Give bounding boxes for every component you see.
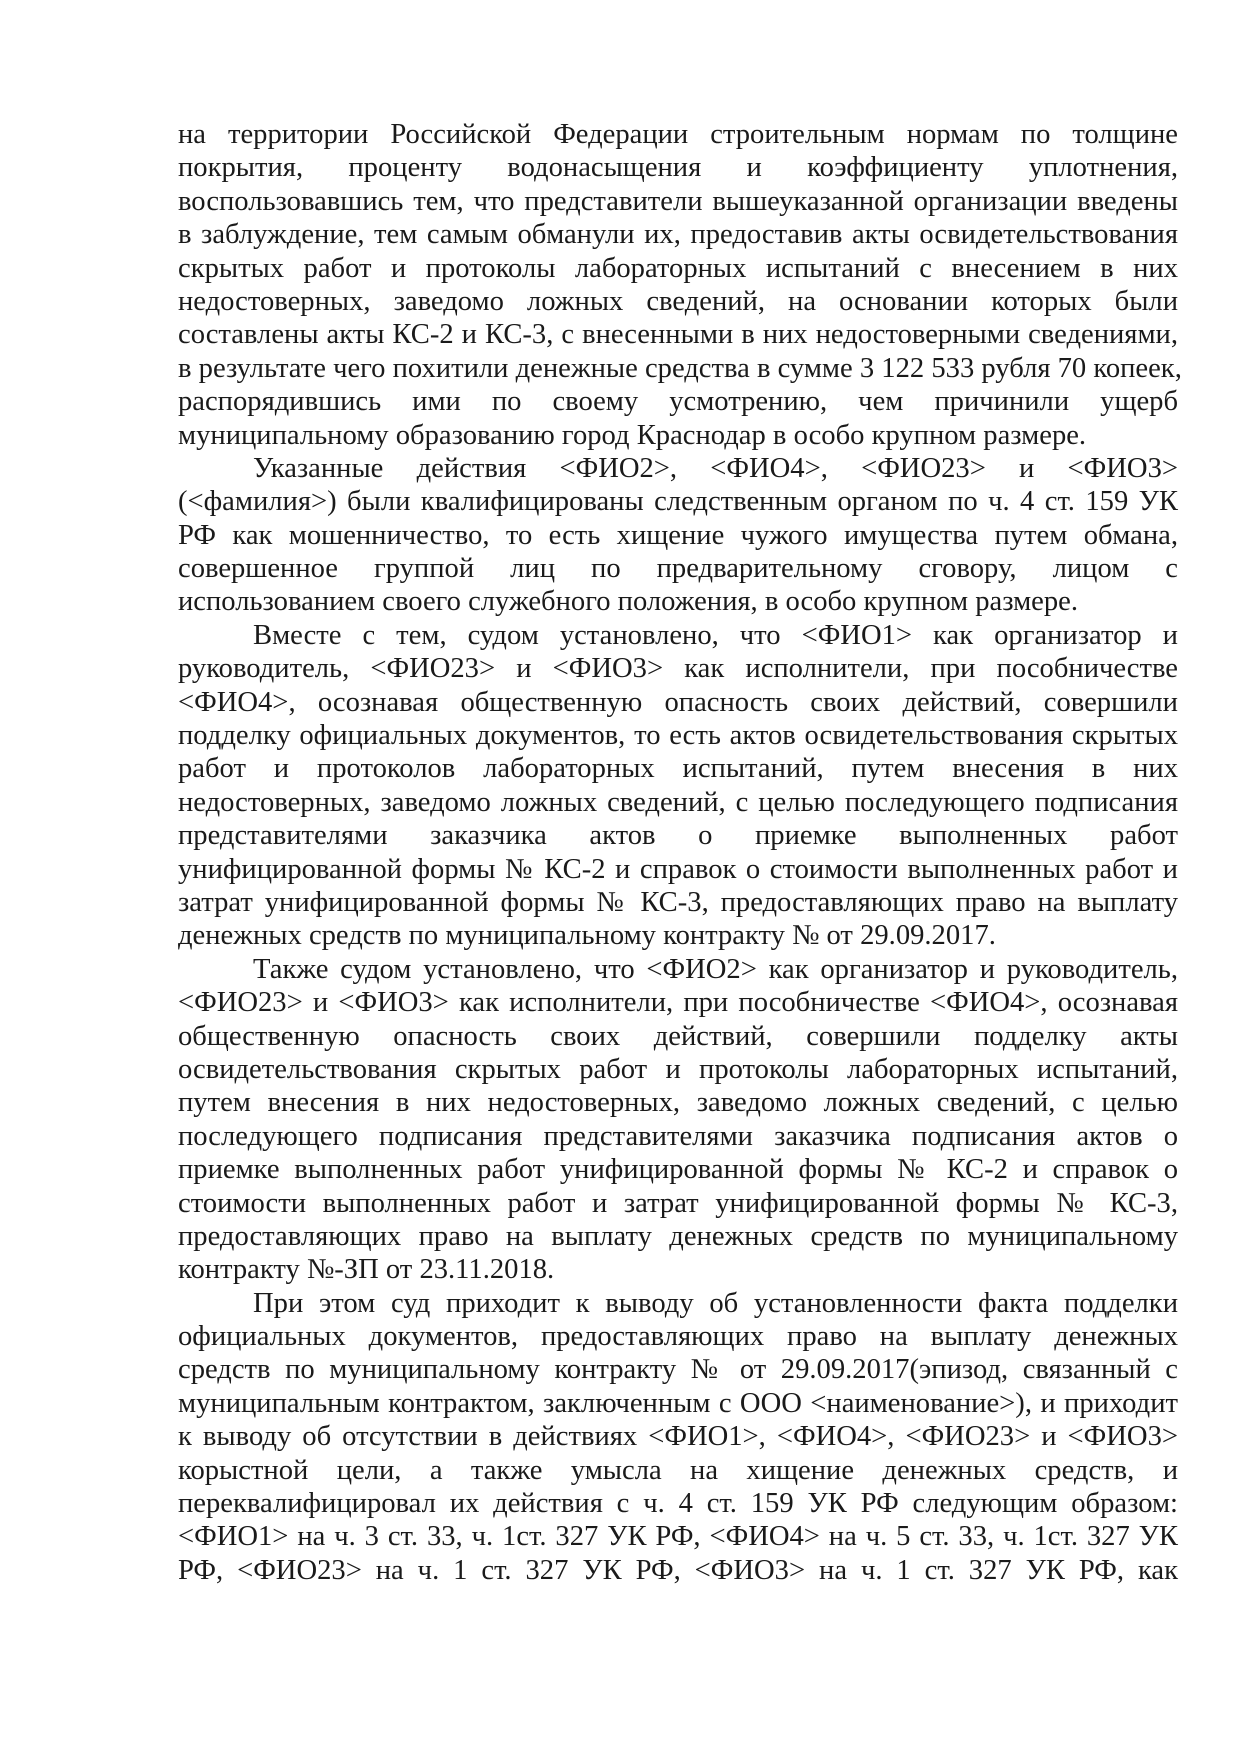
text-line: переквалифицировал их действия с ч. 4 ст. 159 УК РФ следующим образом: bbox=[178, 1488, 1178, 1520]
text-line: корыстной цели, а также умысла на хищение денежных средств, и bbox=[178, 1454, 1178, 1486]
text-line: РФ, <ФИО23> на ч. 1 ст. 327 УК РФ, <ФИО3> на ч. 1 ст. 327 УК РФ, как bbox=[178, 1554, 1178, 1586]
text-line: РФ как мошенничество, то есть хищение чужого имущества путем обмана, bbox=[178, 519, 1178, 551]
text-line: муниципальному образованию город Краснодар в особо крупном размере. bbox=[178, 419, 1087, 451]
text-line: (<фамилия>) были квалифицированы следственным органом по ч. 4 ст. 159 УК bbox=[178, 486, 1178, 518]
text-line: Также судом установлено, что <ФИО2> как организатор и руководитель, bbox=[253, 953, 1178, 985]
text-line: <ФИО1> на ч. 3 ст. 33, ч. 1ст. 327 УК РФ, <ФИО4> на ч. 5 ст. 33, ч. 1ст. 327 УК bbox=[178, 1521, 1178, 1553]
text-line: к выводу об отсутствии в действиях <ФИО1>, <ФИО4>, <ФИО23> и <ФИО3> bbox=[178, 1421, 1178, 1453]
paragraph bbox=[178, 953, 1178, 1287]
text-line: путем внесения в них недостоверных, заведомо ложных сведений, с целью bbox=[178, 1087, 1178, 1119]
text-line: приемке выполненных работ унифицированной формы № КС-2 и справок о bbox=[178, 1154, 1178, 1186]
paragraph bbox=[178, 118, 1182, 452]
text-line: денежных средств по муниципальному контракту № от 29.09.2017. bbox=[178, 920, 996, 952]
text-line: освидетельствования скрытых работ и протоколы лабораторных испытаний, bbox=[178, 1053, 1178, 1085]
text-line: общественную опасность своих действий, совершили подделку акты bbox=[178, 1020, 1178, 1052]
text-line: распорядившись ими по своему усмотрению, чем причинили ущерб bbox=[178, 386, 1178, 418]
text-line: унифицированной формы № КС-2 и справок о стоимости выполненных работ и bbox=[178, 853, 1178, 885]
paragraph bbox=[178, 619, 1178, 953]
text-line: предоставляющих право на выплату денежных средств по муниципальному bbox=[178, 1220, 1178, 1252]
text-line: совершенное группой лиц по предварительному сговору, лицом с bbox=[178, 553, 1178, 585]
text-line: муниципальным контрактом, заключенным с ООО <наименование>), и приходит bbox=[178, 1387, 1178, 1419]
text-line: подделку официальных документов, то есть актов освидетельствования скрытых bbox=[178, 720, 1178, 752]
text-line: Вместе с тем, судом установлено, что <ФИО1> как организатор и bbox=[253, 619, 1178, 651]
text-line: последующего подписания представителями заказчика подписания актов о bbox=[178, 1120, 1178, 1152]
text-line: <ФИО4>, осознавая общественную опасность своих действий, совершили bbox=[178, 686, 1178, 718]
text-line: скрытых работ и протоколы лабораторных испытаний с внесением в них bbox=[178, 252, 1178, 284]
text-line: представителями заказчика актов о приемке выполненных работ bbox=[178, 820, 1178, 852]
text-line: на территории Российской Федерации строительным нормам по толщине bbox=[178, 119, 1178, 150]
text-line: использованием своего служебного положения, в особо крупном размере. bbox=[178, 586, 1079, 618]
paragraph bbox=[178, 1287, 1178, 1588]
text-line: воспользовавшись тем, что представители вышеуказанной организации введены bbox=[178, 185, 1178, 217]
text-line: работ и протоколов лабораторных испытаний, путем внесения в них bbox=[178, 753, 1178, 785]
text-line: недостоверных, заведомо ложных сведений, с целью последующего подписания bbox=[178, 786, 1178, 818]
text-line: в заблуждение, тем самым обманули их, предоставив акты освидетельствования bbox=[178, 219, 1178, 251]
text-line: Указанные действия <ФИО2>, <ФИО4>, <ФИО23> и <ФИО3> bbox=[253, 452, 1178, 484]
document-page bbox=[178, 118, 1182, 1587]
text-line: составлены акты КС-2 и КС-3, с внесенными в них недостоверными сведениями, bbox=[178, 319, 1178, 351]
text-line: покрытия, проценту водонасыщения и коэффициенту уплотнения, bbox=[178, 152, 1178, 184]
text-line: контракту №-ЗП от 23.11.2018. bbox=[178, 1254, 555, 1286]
text-line: затрат унифицированной формы № КС-3, предоставляющих право на выплату bbox=[178, 886, 1178, 918]
paragraph bbox=[178, 452, 1178, 619]
text-line: <ФИО23> и <ФИО3> как исполнители, при пособничестве <ФИО4>, осознавая bbox=[178, 987, 1178, 1019]
text-line: средств по муниципальному контракту № от 29.09.2017(эпизод, связанный с bbox=[178, 1354, 1178, 1386]
text-line: руководитель, <ФИО23> и <ФИО3> как исполнители, при пособничестве bbox=[178, 653, 1178, 685]
text-line: официальных документов, предоставляющих право на выплату денежных bbox=[178, 1321, 1178, 1353]
text-line: При этом суд приходит к выводу об установленности факта подделки bbox=[253, 1287, 1178, 1319]
text-line: стоимости выполненных работ и затрат унифицированной формы № КС-3, bbox=[178, 1187, 1178, 1219]
text-line: в результате чего похитили денежные средства в сумме 3 122 533 рубля 70 копеек, bbox=[178, 352, 1182, 384]
text-line: недостоверных, заведомо ложных сведений, на основании которых были bbox=[178, 285, 1178, 317]
